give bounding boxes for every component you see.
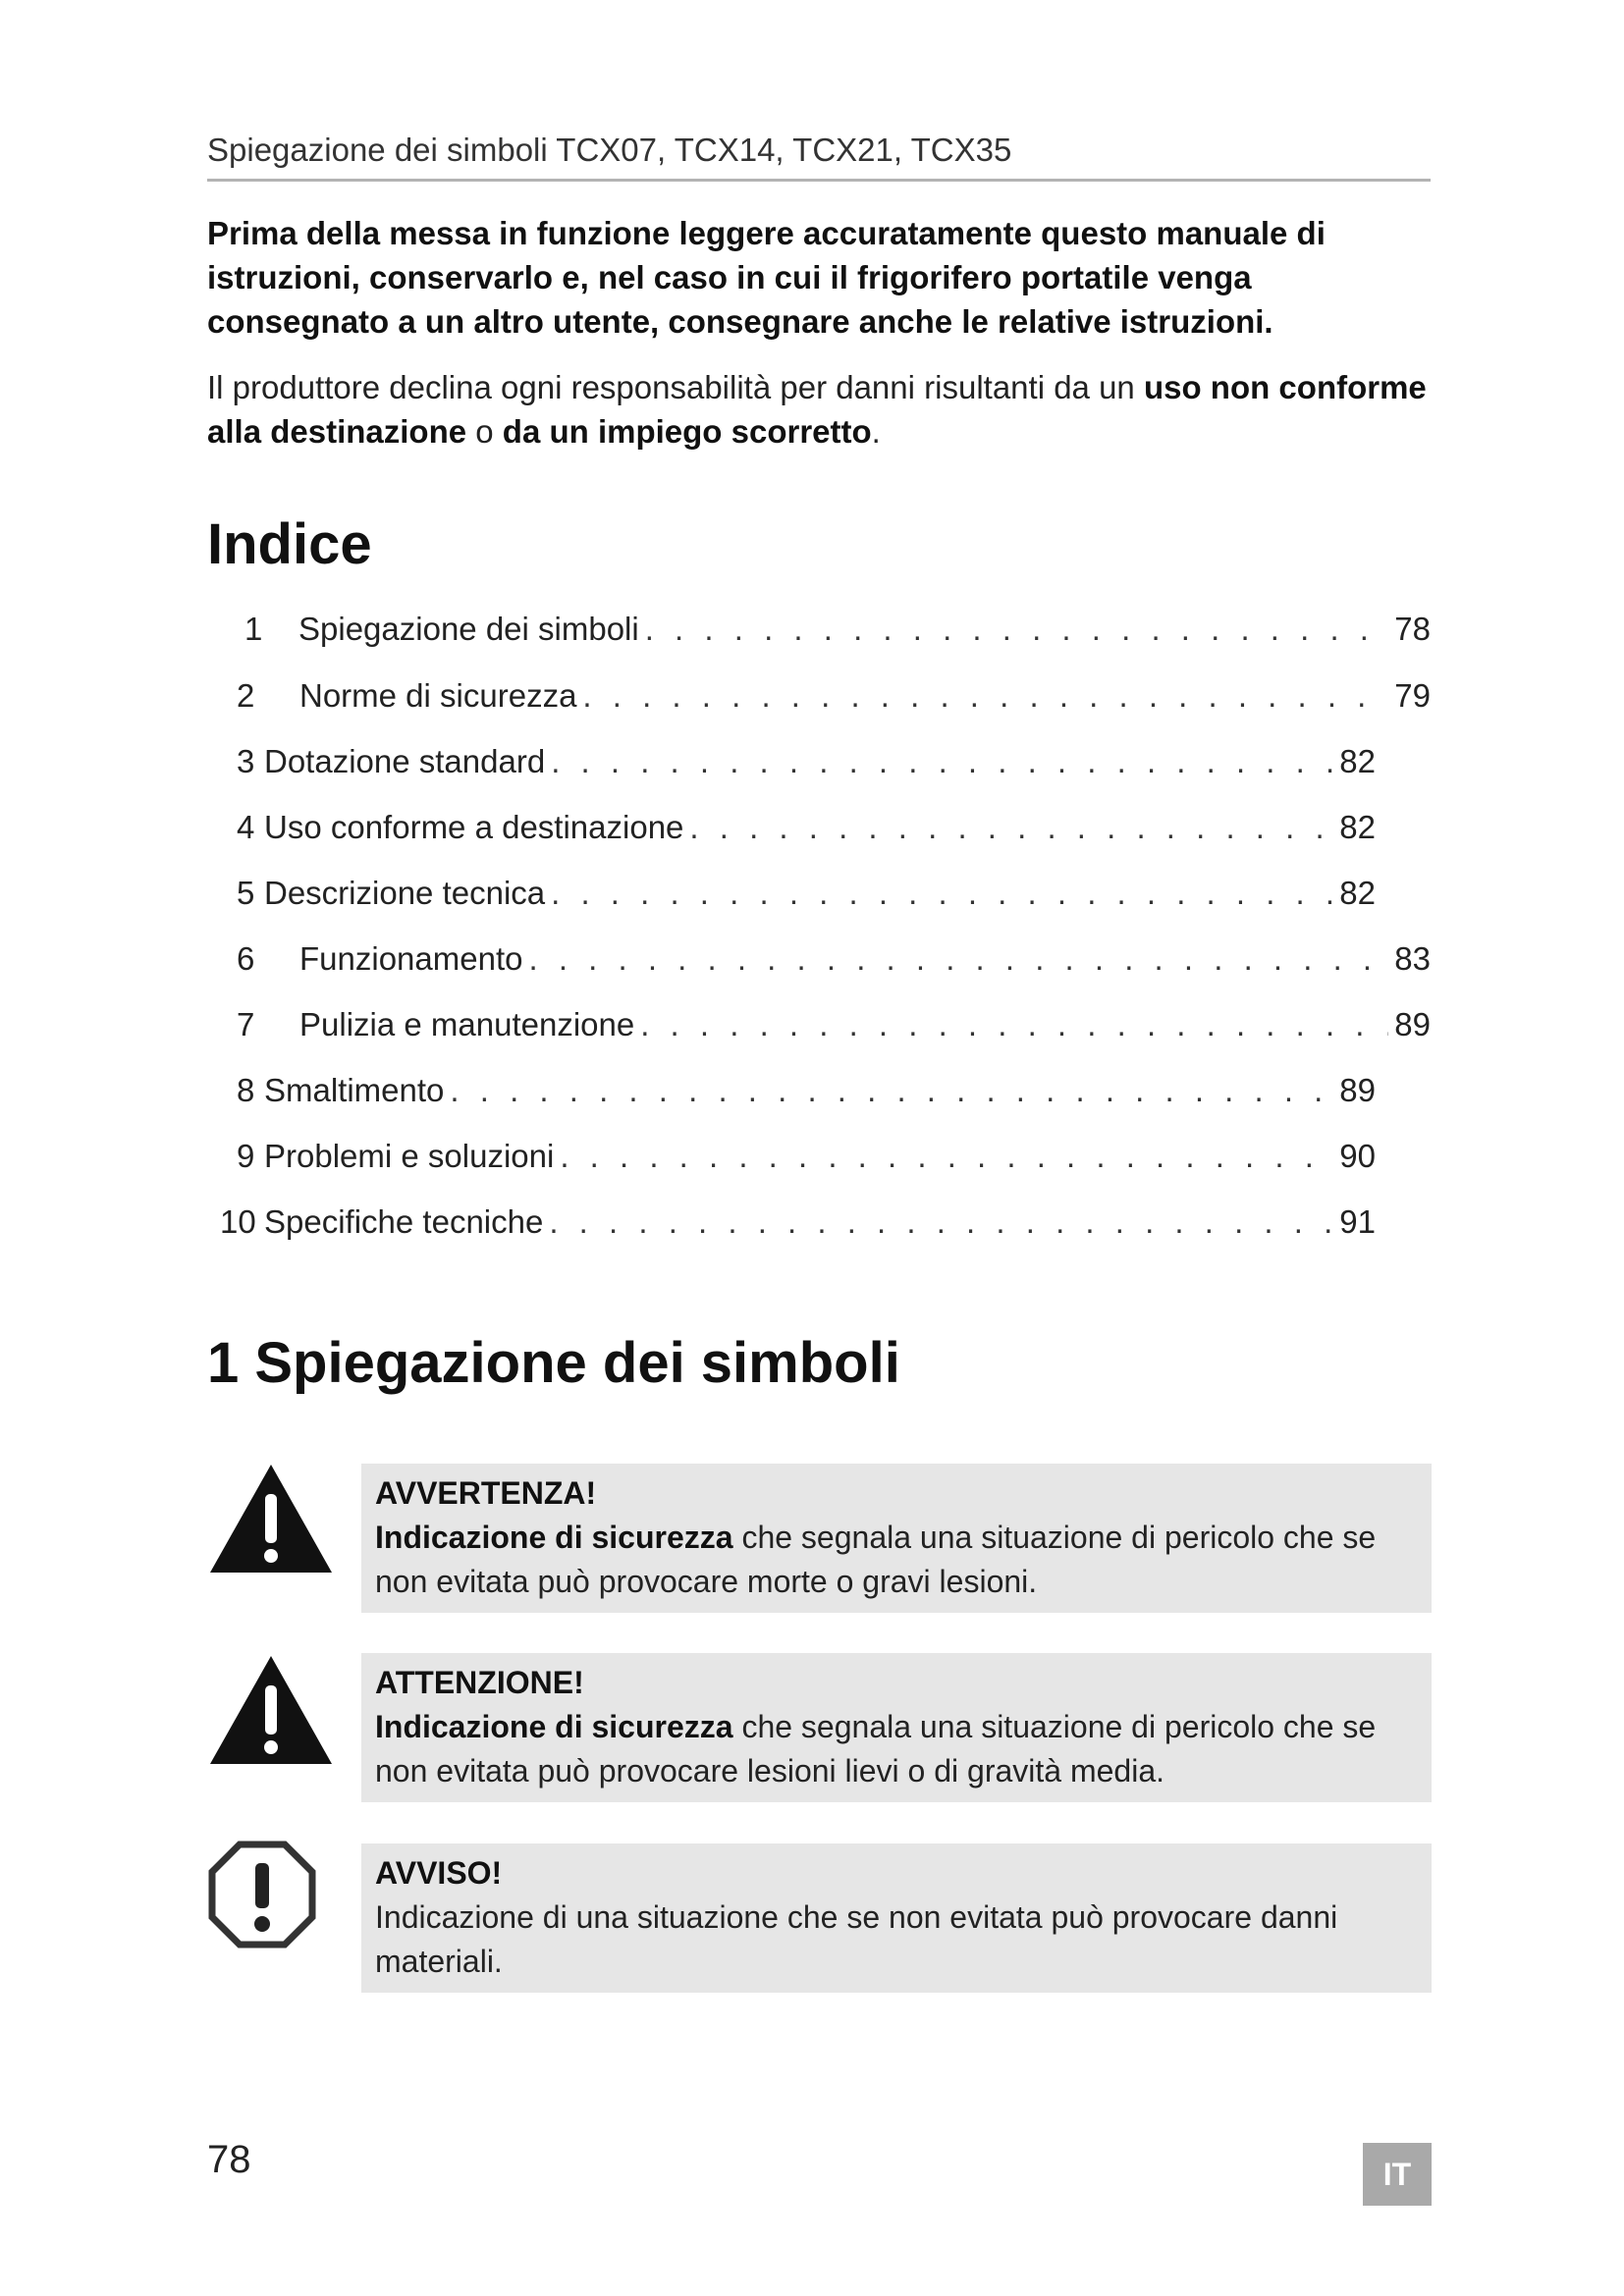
page-number: 78 (207, 2138, 251, 2181)
toc-leader-dots (645, 607, 1389, 652)
toc-number: 8 (237, 1072, 255, 1108)
disclaimer-text: o (466, 413, 503, 450)
intro-warning-paragraph: Prima della messa in funzione leggere accuratamente questo manuale di istruzioni, conservarlo e, nel caso in cui il frigorifero portatile venga consegnato a un altro utente, consegnare anche le relative istruzioni. (207, 215, 1326, 340)
toc-page-number: 82 (1339, 743, 1376, 779)
toc-page-number: 89 (1339, 1072, 1376, 1108)
toc-leader-dots (549, 1200, 1333, 1245)
caution-notice (361, 1653, 1432, 1802)
warning-notice (361, 1464, 1432, 1613)
toc-entry[interactable] (237, 805, 1376, 850)
toc-page-number: 91 (1339, 1203, 1376, 1240)
toc-entry[interactable] (237, 1134, 1376, 1179)
toc-number: 3 (237, 743, 255, 779)
disclaimer-bold-improper-use: uso non conforme alla destinazione (207, 369, 1427, 450)
toc-leader-dots (551, 739, 1333, 784)
toc-leader-dots (528, 936, 1388, 982)
toc-entry[interactable] (237, 1068, 1376, 1113)
toc-leader-dots (689, 805, 1333, 850)
toc-title: Pulizia e manutenzione (299, 1006, 635, 1042)
toc-title: Smaltimento (264, 1072, 445, 1108)
material-damage-notice (361, 1843, 1432, 1993)
toc-leader-dots (551, 871, 1333, 916)
toc-number: 7 (237, 1006, 255, 1042)
caution-triangle-icon (207, 1652, 335, 1768)
toc-title: Norme di sicurezza (299, 677, 577, 714)
notice-lead: Indicazione di sicurezza (375, 1709, 733, 1744)
toc-page-number: 82 (1339, 809, 1376, 845)
toc-title: Funzionamento (299, 940, 523, 977)
toc-title: Uso conforme a destinazione (264, 809, 684, 845)
disclaimer-bold-incorrect-use: da un impiego scorretto (502, 413, 872, 450)
toc-title: Descrizione tecnica (264, 875, 546, 911)
disclaimer-text: . (871, 413, 881, 450)
toc-page-number: 78 (1394, 611, 1431, 647)
notice-label: AVVERTENZA! (375, 1475, 597, 1511)
toc-entry[interactable] (207, 673, 1431, 719)
toc-entry[interactable] (237, 871, 1376, 916)
toc-number: 2 (237, 677, 255, 714)
toc-number: 4 (237, 809, 255, 845)
notice-text: Indicazione di una situazione che se non evitata può provocare danni materiali. (375, 1899, 1338, 1979)
running-header: Spiegazione dei simboli TCX07, TCX14, TCX21, TCX35 (207, 132, 1431, 182)
toc-page-number: 89 (1394, 1006, 1431, 1042)
disclaimer-paragraph (207, 365, 1435, 454)
disclaimer-text: Il produttore declina ogni responsabilità per danni risultanti da un (207, 369, 1144, 405)
toc-title: Specifiche tecniche (264, 1203, 544, 1240)
toc-leader-dots (560, 1134, 1333, 1179)
notice-label: AVVISO! (375, 1855, 503, 1891)
toc-number: 6 (237, 940, 255, 977)
notice-octagon-icon (207, 1840, 317, 1949)
toc-number: 5 (237, 875, 255, 911)
toc-leader-dots (450, 1068, 1333, 1113)
toc-number: 10 (220, 1203, 256, 1240)
toc-title: Dotazione standard (264, 743, 546, 779)
toc-leader-dots (582, 673, 1388, 719)
notice-text: che segnala una situazione di pericolo che se non evitata può provocare morte o gravi lesioni. (375, 1520, 1377, 1599)
toc-leader-dots (640, 1002, 1388, 1047)
toc-entry[interactable] (237, 739, 1376, 784)
toc-page-number: 90 (1339, 1138, 1376, 1174)
warning-triangle-icon (207, 1461, 335, 1576)
toc-number: 1 (244, 611, 263, 647)
notice-text: che segnala una situazione di pericolo che se non evitata può provocare lesioni lievi o di gravità media. (375, 1709, 1377, 1789)
toc-title: Spiegazione dei simboli (298, 611, 639, 647)
toc-page-number: 82 (1339, 875, 1376, 911)
toc-entry[interactable] (220, 1200, 1376, 1245)
toc-entry[interactable] (207, 607, 1431, 652)
section-heading: 1 Spiegazione dei simboli (207, 1331, 900, 1395)
toc-page-number: 83 (1394, 940, 1431, 977)
toc-title: Problemi e soluzioni (264, 1138, 555, 1174)
toc-entry[interactable] (207, 936, 1431, 982)
notice-lead: Indicazione di sicurezza (375, 1520, 733, 1555)
toc-page-number: 79 (1394, 677, 1431, 714)
toc-number: 9 (237, 1138, 255, 1174)
toc-entry[interactable] (207, 1002, 1431, 1047)
language-tab: IT (1363, 2143, 1432, 2206)
toc-heading: Indice (207, 512, 372, 576)
notice-label: ATTENZIONE! (375, 1665, 584, 1700)
